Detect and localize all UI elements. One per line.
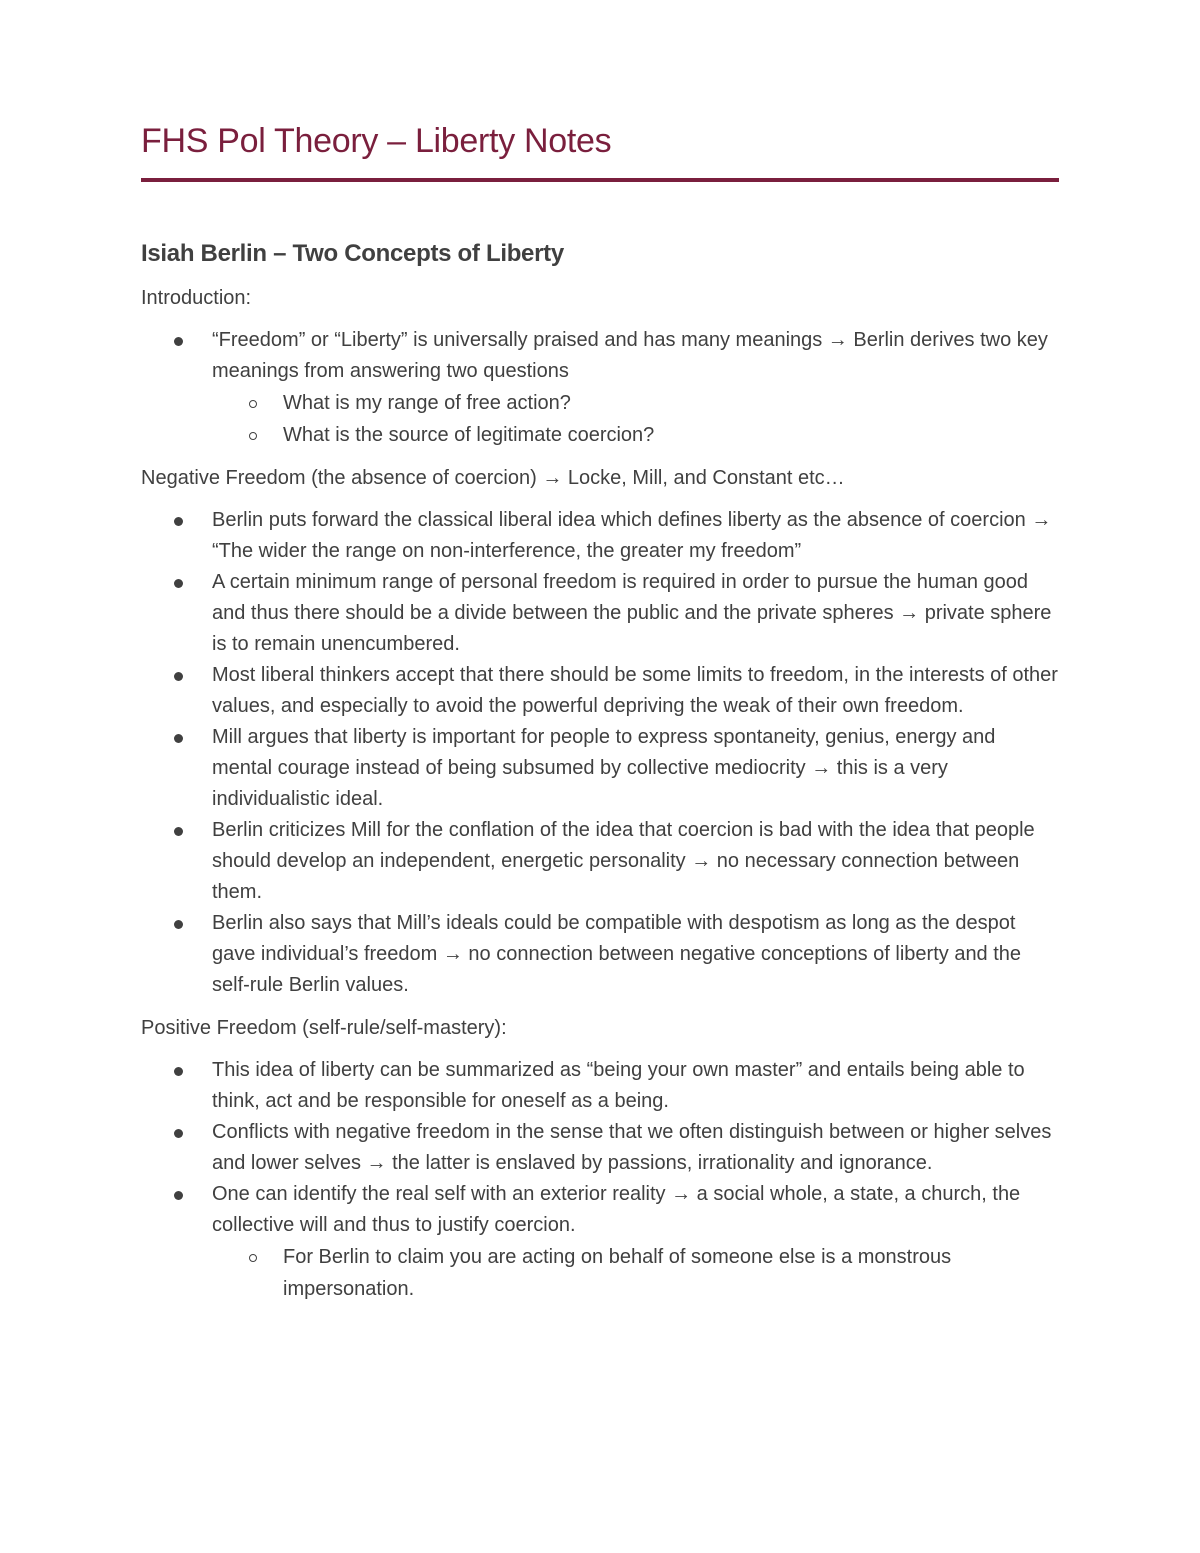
bullet-icon	[174, 1191, 183, 1200]
bullet-icon	[174, 827, 183, 836]
bullet-icon	[174, 579, 183, 588]
sub-list-item	[212, 419, 1059, 451]
list-item	[141, 722, 1059, 815]
sub-list-item	[212, 387, 1059, 419]
list-item-text: Berlin criticizes Mill for the conflation of the idea that coercion is bad with the idea that people should develop an independent, energetic personality → no necessary connection between them.	[212, 819, 1035, 903]
section-heading: Isiah Berlin – Two Concepts of Liberty	[141, 240, 564, 267]
negative-freedom-label: Negative Freedom (the absence of coercion) → Locke, Mill, and Constant etc…	[141, 467, 845, 489]
document-title: FHS Pol Theory – Liberty Notes	[141, 122, 612, 160]
introduction-label: Introduction:	[141, 287, 252, 309]
list-item-text: A certain minimum range of personal freedom is required in order to pursue the human good and thus there should be a divide between the public and the private spheres → private sphere is to remain unencumbered.	[212, 571, 1052, 655]
title-divider	[141, 178, 1059, 182]
list-item	[141, 908, 1059, 1001]
list-item-text: Berlin puts forward the classical liberal idea which defines liberty as the absence of coercion → “The wider the range on non-interference, the greater my freedom”	[212, 509, 1052, 562]
list-item	[141, 325, 1059, 451]
list-item-text: “Freedom” or “Liberty” is universally praised and has many meanings → Berlin derives two key meanings from answering two questions	[212, 329, 1048, 382]
positive-freedom-list	[141, 1055, 1059, 1305]
list-item	[141, 505, 1059, 567]
list-item-text: Conflicts with negative freedom in the sense that we often distinguish between or higher selves and lower selves → the latter is enslaved by passions, irrationality and ignorance.	[212, 1121, 1052, 1174]
list-item	[141, 660, 1059, 722]
introduction-sublist	[212, 387, 1059, 451]
list-item-text: Berlin also says that Mill’s ideals could be compatible with despotism as long as the despot gave individual’s freedom → no connection between negative conceptions of liberty and the self-rule Berlin values.	[212, 912, 1022, 996]
bullet-icon	[174, 734, 183, 743]
negative-freedom-list	[141, 505, 1059, 1001]
positive-freedom-sublist	[212, 1241, 1059, 1305]
document-page	[141, 118, 1059, 1305]
list-item-text: This idea of liberty can be summarized as “being your own master” and entails being able to think, act and be responsible for oneself as a being.	[212, 1059, 1025, 1112]
sub-list-item-text: What is the source of legitimate coercion?	[283, 424, 655, 446]
list-item	[141, 1117, 1059, 1179]
sub-list-item-text: For Berlin to claim you are acting on behalf of someone else is a monstrous impersonation.	[283, 1246, 952, 1300]
list-item	[141, 567, 1059, 660]
introduction-list	[141, 325, 1059, 451]
hollow-bullet-icon	[249, 1254, 257, 1262]
list-item-text: Most liberal thinkers accept that there should be some limits to freedom, in the interests of other values, and especially to avoid the powerful depriving the weak of their own freedom.	[212, 664, 1058, 717]
list-item-text: One can identify the real self with an exterior reality → a social whole, a state, a church, the collective will and thus to justify coercion.	[212, 1183, 1021, 1236]
bullet-icon	[174, 517, 183, 526]
sub-list-item-text: What is my range of free action?	[283, 392, 571, 414]
positive-freedom-label: Positive Freedom (self-rule/self-mastery):	[141, 1017, 507, 1039]
hollow-bullet-icon	[249, 432, 257, 440]
bullet-icon	[174, 337, 183, 346]
sub-list-item	[212, 1241, 1059, 1305]
list-item	[141, 1179, 1059, 1305]
list-item	[141, 1055, 1059, 1117]
list-item	[141, 815, 1059, 908]
list-item-text: Mill argues that liberty is important for people to express spontaneity, genius, energy and mental courage instead of being subsumed by collective mediocrity → this is a very individualistic ideal.	[212, 726, 996, 810]
hollow-bullet-icon	[249, 400, 257, 408]
bullet-icon	[174, 1129, 183, 1138]
bullet-icon	[174, 672, 183, 681]
bullet-icon	[174, 920, 183, 929]
bullet-icon	[174, 1067, 183, 1076]
